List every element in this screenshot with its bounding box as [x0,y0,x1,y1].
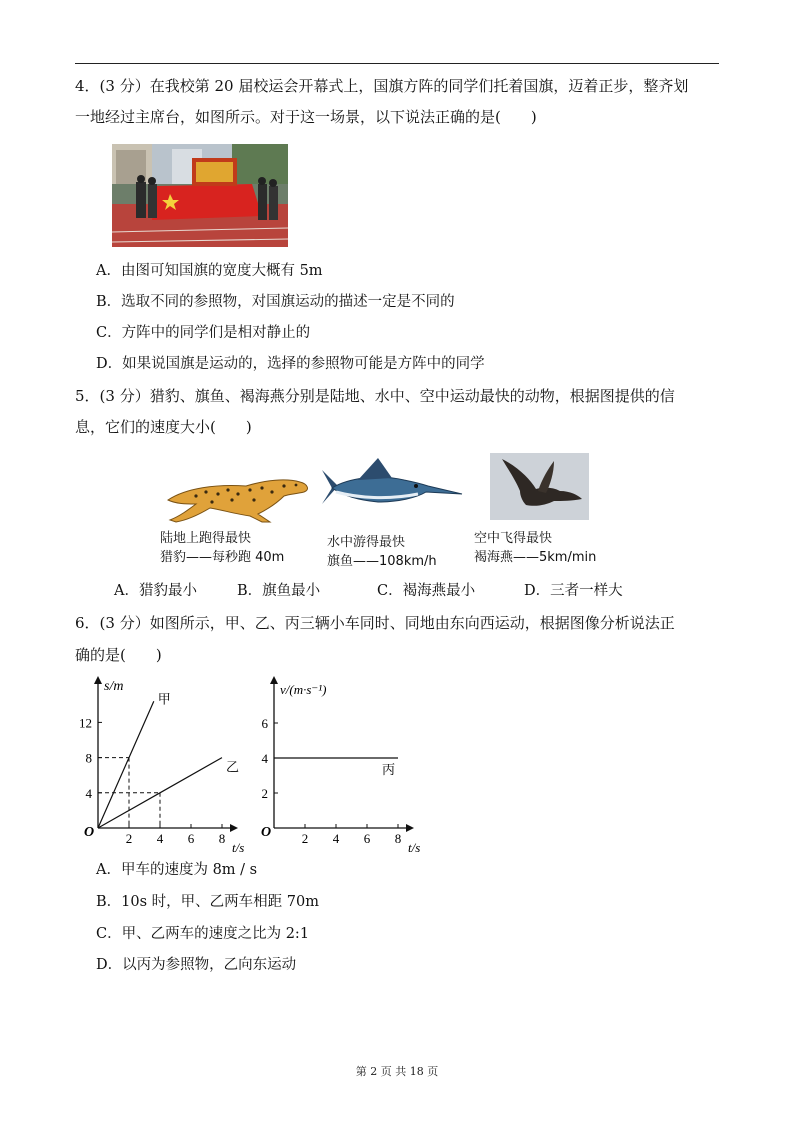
vt-graph-svg [258,676,428,856]
q5-stem-line1: 5．(3 分）猎豹、旗鱼、褐海燕分别是陆地、水中、空中运动最快的动物，根据图提供的信 [75,387,675,405]
vt-graph [258,676,428,856]
petrel-image [490,453,589,520]
x-tick-label: 2 [125,831,133,846]
x-tick-label: 2 [301,831,309,846]
series-label: 乙 [226,759,240,775]
cheetah-caption: 陆地上跑得最快 猎豹——每秒跑 40m [160,531,285,565]
x-tick-label: 4 [156,831,164,846]
series-label: 甲 [157,691,171,707]
y-tick-label: 12 [79,715,92,731]
flag-parade-photo [112,144,288,247]
cheetah-image [166,470,312,524]
x-tick-label: 6 [363,831,371,846]
q4-option-b: B．选取不同的参照物，对国旗运动的描述一定是不同的 [96,294,455,310]
q4-option-c: C．方阵中的同学们是相对静止的 [96,325,311,341]
x-tick-label: 8 [394,831,402,846]
marlin-image [318,456,464,520]
x-tick-label: 8 [218,831,226,846]
q5-stem-line2: 息，它们的速度大小( ) [75,418,252,436]
q6-option-d: D．以丙为参照物，乙向东运动 [96,957,297,973]
vt-xlabel: t/s [408,840,421,855]
marlin-caption: 水中游得最快 旗鱼——108km/h [327,535,437,569]
y-tick-label: 6 [261,716,268,731]
vt-ylabel: v/(m·s⁻¹) [280,682,327,697]
header-rule [75,63,719,64]
st-ylabel: s/m [104,679,124,694]
vt-origin: O [261,825,272,840]
y-tick-label: 2 [261,786,268,801]
q5-option-d: D．三者一样大 [524,583,623,599]
q4-stem-line1: 4．(3 分）在我校第 20 届校运会开幕式上，国旗方阵的同学们托着国旗，迈着正步，整齐划 [75,77,689,95]
q4-stem-line2: 一地经过主席台，如图所示。对于这一场景，以下说法正确的是( ) [75,108,537,126]
q5-option-a: A．猎豹最小 [114,583,197,599]
q5-option-c: C．褐海燕最小 [377,583,476,599]
st-xlabel: t/s [232,840,245,855]
st-graph-svg [79,676,252,856]
petrel-caption: 空中飞得最快 褐海燕——5km/min [474,531,597,565]
x-tick-label: 4 [332,831,340,846]
q4-option-a: A．由图可知国旗的宽度大概有 5m [96,263,323,279]
q6-option-b: B．10s 时，甲、乙两车相距 70m [96,894,319,910]
y-tick-label: 4 [85,785,92,801]
st-graph [79,676,252,856]
q5-option-b: B．旗鱼最小 [237,583,321,599]
st-origin: O [84,825,95,840]
q6-option-a: A．甲车的速度为 8m / s [96,862,258,878]
series-line [98,701,154,828]
q4-option-d: D．如果说国旗是运动的，选择的参照物可能是方阵中的同学 [96,356,485,372]
y-tick-label: 4 [261,751,268,766]
q6-option-c: C．甲、乙两车的速度之比为 2:1 [96,926,310,942]
x-tick-label: 6 [187,831,195,846]
series-label: 丙 [382,762,396,777]
q6-stem-line2: 确的是( ) [75,646,162,664]
y-tick-label: 8 [85,750,92,766]
q6-stem-line1: 6．(3 分）如图所示，甲、乙、丙三辆小车同时、同地由东向西运动，根据图像分析说法正 [75,614,675,632]
page-footer: 第 2 页 共 18 页 [355,1065,439,1078]
